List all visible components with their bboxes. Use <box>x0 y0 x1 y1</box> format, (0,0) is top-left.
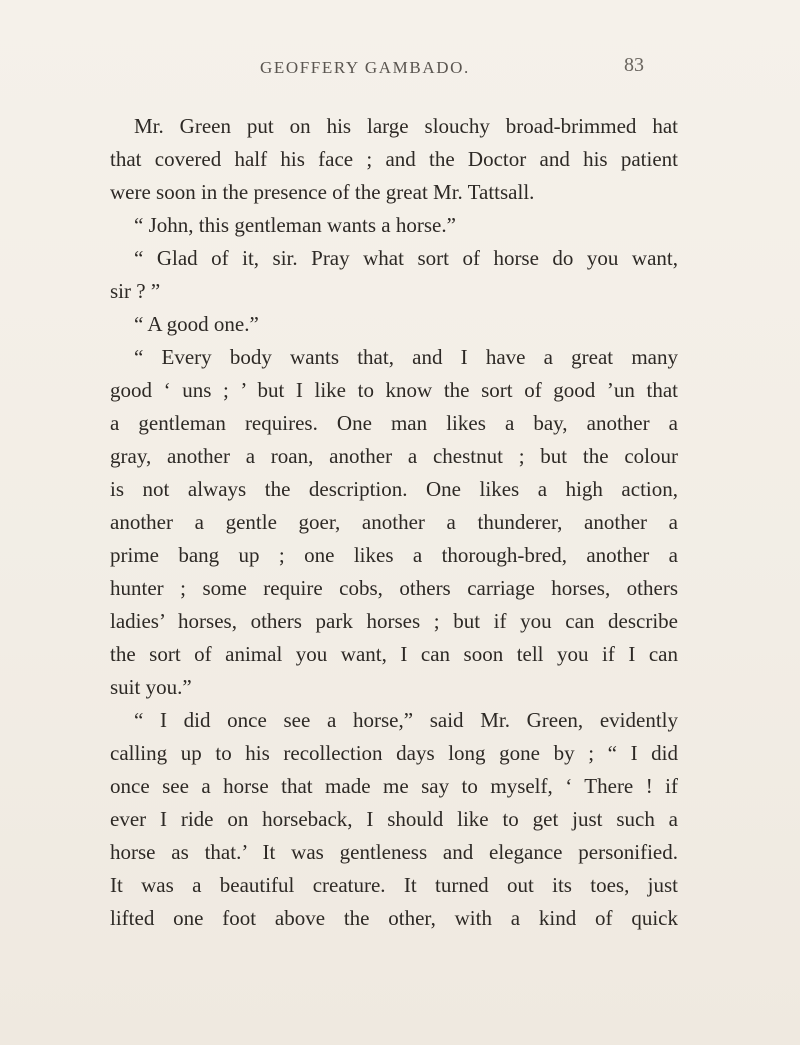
text-line: calling up to his recollection days long gone by ; “ I did <box>110 741 678 765</box>
running-title: GEOFFERY GAMBADO. <box>260 58 470 77</box>
text-line: gray, another a roan, another a chestnut ; but the colour <box>110 444 678 468</box>
text-line: Mr. Green put on his large slouchy broad-brimmed hat <box>134 114 678 138</box>
text-line: “ Every body wants that, and I have a great many <box>134 345 678 369</box>
text-line: good ‘ uns ; ’ but I like to know the sort of good ’un that <box>110 378 678 402</box>
text-line: ever I ride on horseback, I should like to get just such a <box>110 807 678 831</box>
running-header <box>0 54 800 88</box>
text-line: hunter ; some require cobs, others carriage horses, others <box>110 576 678 600</box>
text-line: were soon in the presence of the great Mr. Tattsall. <box>110 180 535 204</box>
body-text <box>110 110 678 935</box>
text-line: It was a beautiful creature. It turned out its toes, just <box>110 873 678 897</box>
text-line: prime bang up ; one likes a thorough-bred, another a <box>110 543 678 567</box>
text-line: is not always the description. One likes a high action, <box>110 477 678 501</box>
text-line: sir ? ” <box>110 279 161 303</box>
text-line: horse as that.’ It was gentleness and elegance personified. <box>110 840 678 864</box>
text-line: “ I did once see a horse,” said Mr. Green, evidently <box>134 708 678 732</box>
text-line: the sort of animal you want, I can soon tell you if I can <box>110 642 678 666</box>
text-line: “ A good one.” <box>134 312 259 336</box>
text-line: a gentleman requires. One man likes a bay, another a <box>110 411 678 435</box>
page-number: 83 <box>624 54 644 76</box>
text-line: “ John, this gentleman wants a horse.” <box>134 213 456 237</box>
text-line: once see a horse that made me say to myself, ‘ There ! if <box>110 774 678 798</box>
text-line: ladies’ horses, others park horses ; but if you can describe <box>110 609 678 633</box>
text-line: another a gentle goer, another a thunderer, another a <box>110 510 678 534</box>
text-line: lifted one foot above the other, with a kind of quick <box>110 906 678 930</box>
text-line: “ Glad of it, sir. Pray what sort of horse do you want, <box>134 246 678 270</box>
text-line: suit you.” <box>110 675 192 699</box>
text-line: that covered half his face ; and the Doctor and his patient <box>110 147 678 171</box>
